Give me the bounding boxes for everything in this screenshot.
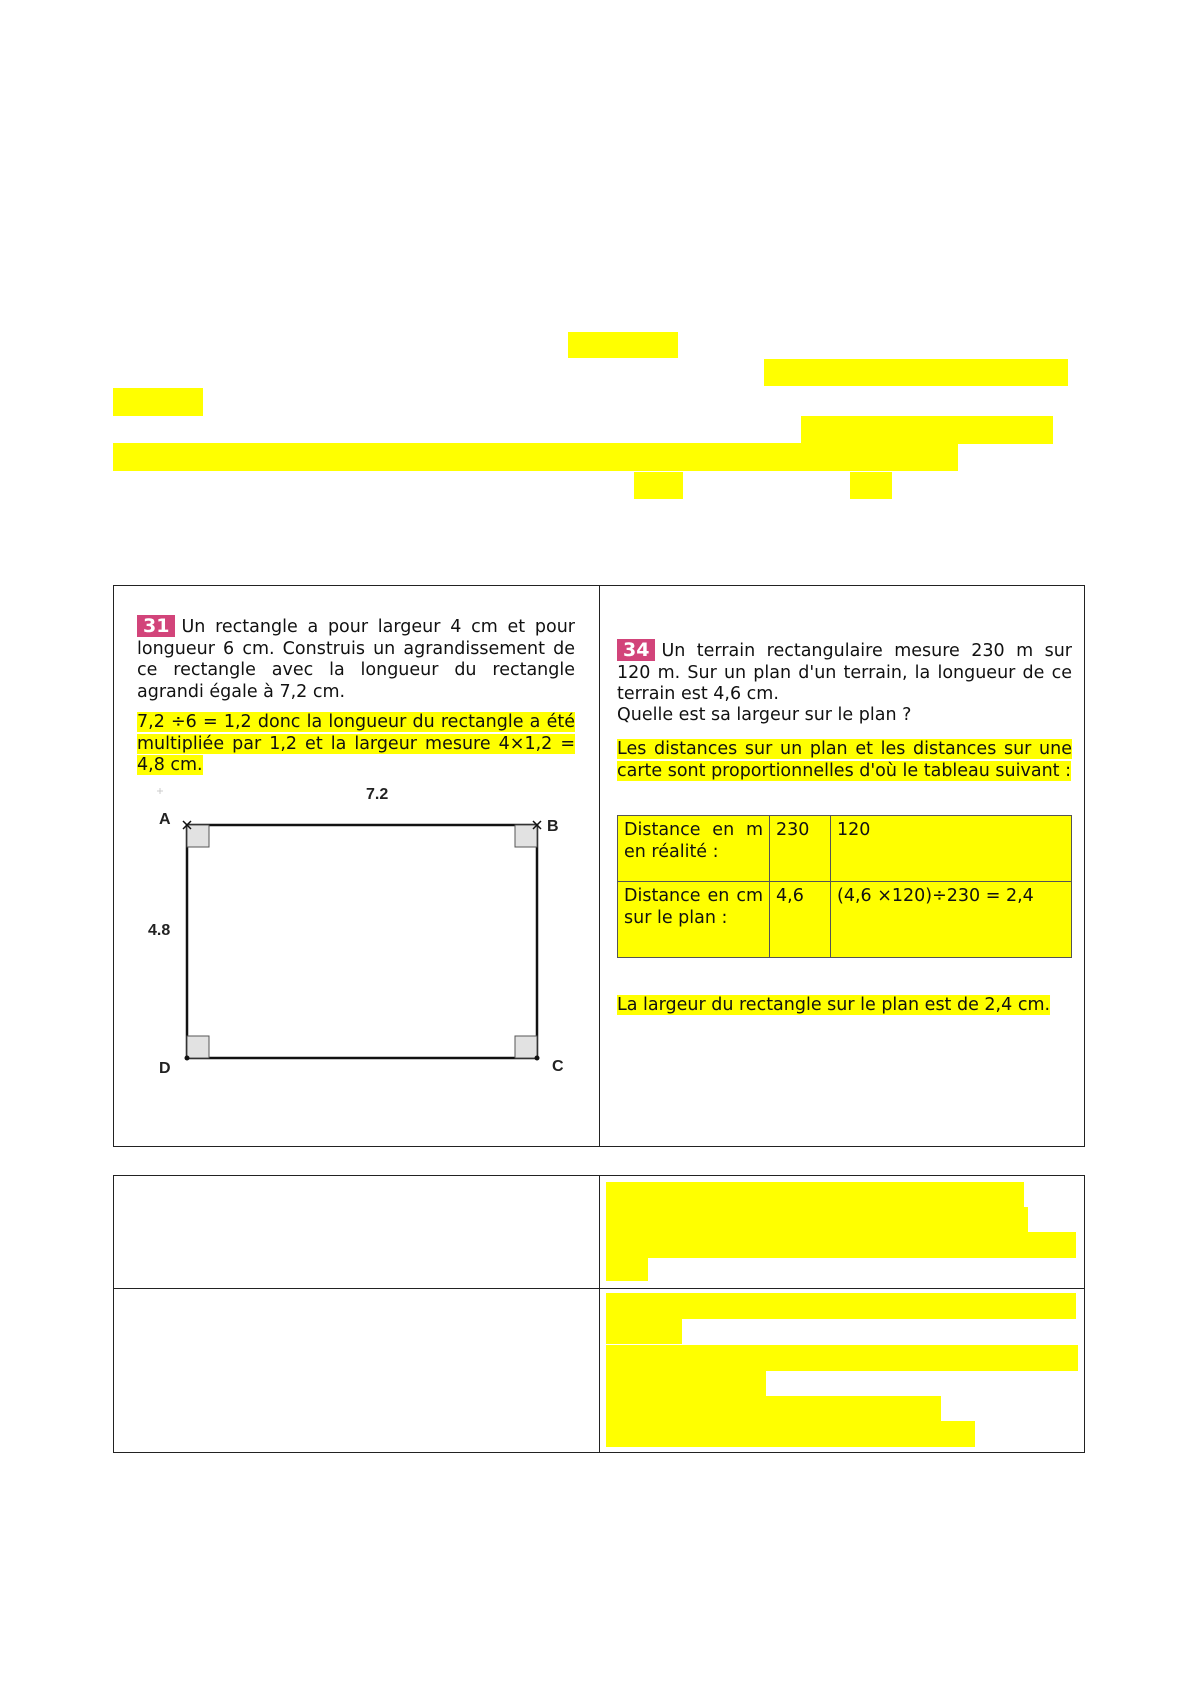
exercise-34-conclusion xyxy=(617,995,1072,1017)
exercise-31-answer-text: 7,2 ÷6 = 1,2 donc la longueur du rectangle a été multipliée par 1,2 et la largeur mesure 4×1,2 = 4,8 cm. xyxy=(137,712,575,775)
redacted-highlight xyxy=(606,1396,941,1422)
exercise-34-question: Quelle est sa largeur sur le plan ? xyxy=(617,705,912,725)
redacted-highlight xyxy=(606,1421,975,1447)
exercise-31-number: 31 xyxy=(137,615,175,637)
redacted-highlight xyxy=(764,359,1068,386)
redacted-highlight xyxy=(606,1257,648,1281)
exercise-34-number: 34 xyxy=(617,639,655,661)
vertex-label-a: A xyxy=(159,811,171,828)
exercise-34-statement xyxy=(617,639,1072,706)
redacted-highlight xyxy=(113,388,203,416)
table-cell: 120 xyxy=(831,816,1072,882)
table-cell: Distance en m en réalité : xyxy=(618,816,770,882)
exercise-34-intro-text: Les distances sur un plan et les distances sur une carte sont proportionnelles d'où le tableau suivant : xyxy=(617,739,1072,781)
redacted-highlight xyxy=(850,472,892,499)
rectangle-figure xyxy=(140,780,580,1080)
redacted-highlight xyxy=(113,443,958,471)
table-row xyxy=(618,882,1072,958)
grid-divider xyxy=(599,586,600,1146)
redacted-highlight xyxy=(606,1182,1024,1208)
grid-divider xyxy=(114,1288,1084,1289)
redacted-highlight xyxy=(606,1232,1076,1258)
exercise-31-text: Un rectangle a pour largeur 4 cm et pour longueur 6 cm. Construis un agrandissement de ce rectangle avec la longueur du rectangle agrandi égale à 7,2 cm. xyxy=(137,617,575,702)
table-cell: 4,6 xyxy=(770,882,831,958)
redacted-highlight xyxy=(568,332,678,358)
redacted-highlight xyxy=(606,1345,1078,1371)
redacted-highlight xyxy=(801,416,1053,444)
table-row xyxy=(618,816,1072,882)
table-cell: 230 xyxy=(770,816,831,882)
redacted-highlight xyxy=(606,1207,1028,1233)
redacted-highlight xyxy=(634,472,683,499)
exercise-34-intro xyxy=(617,739,1072,782)
exercise-34-text: Un terrain rectangulaire mesure 230 m sur 120 m. Sur un plan d'un terrain, la longueur de ce terrain est 4,6 cm. xyxy=(617,641,1072,704)
exercise-31-answer xyxy=(137,712,575,777)
grid-divider xyxy=(599,1176,600,1452)
exercise-34-conclusion-text: La largeur du rectangle sur le plan est de 2,4 cm. xyxy=(617,995,1051,1015)
redacted-highlight xyxy=(606,1370,766,1396)
vertex-label-b: B xyxy=(547,818,559,835)
exercise-31-statement xyxy=(137,615,575,703)
table-cell: Distance en cm sur le plan : xyxy=(618,882,770,958)
vertex-label-c: C xyxy=(552,1058,564,1075)
table-cell: (4,6 ×120)÷230 = 2,4 xyxy=(831,882,1072,958)
vertex-label-d: D xyxy=(159,1060,171,1077)
figure-side-label: 4.8 xyxy=(148,922,171,939)
redacted-highlight xyxy=(606,1318,682,1344)
redacted-highlight xyxy=(606,1293,1076,1319)
proportionality-table xyxy=(617,815,1072,958)
figure-top-label: 7.2 xyxy=(366,786,389,803)
